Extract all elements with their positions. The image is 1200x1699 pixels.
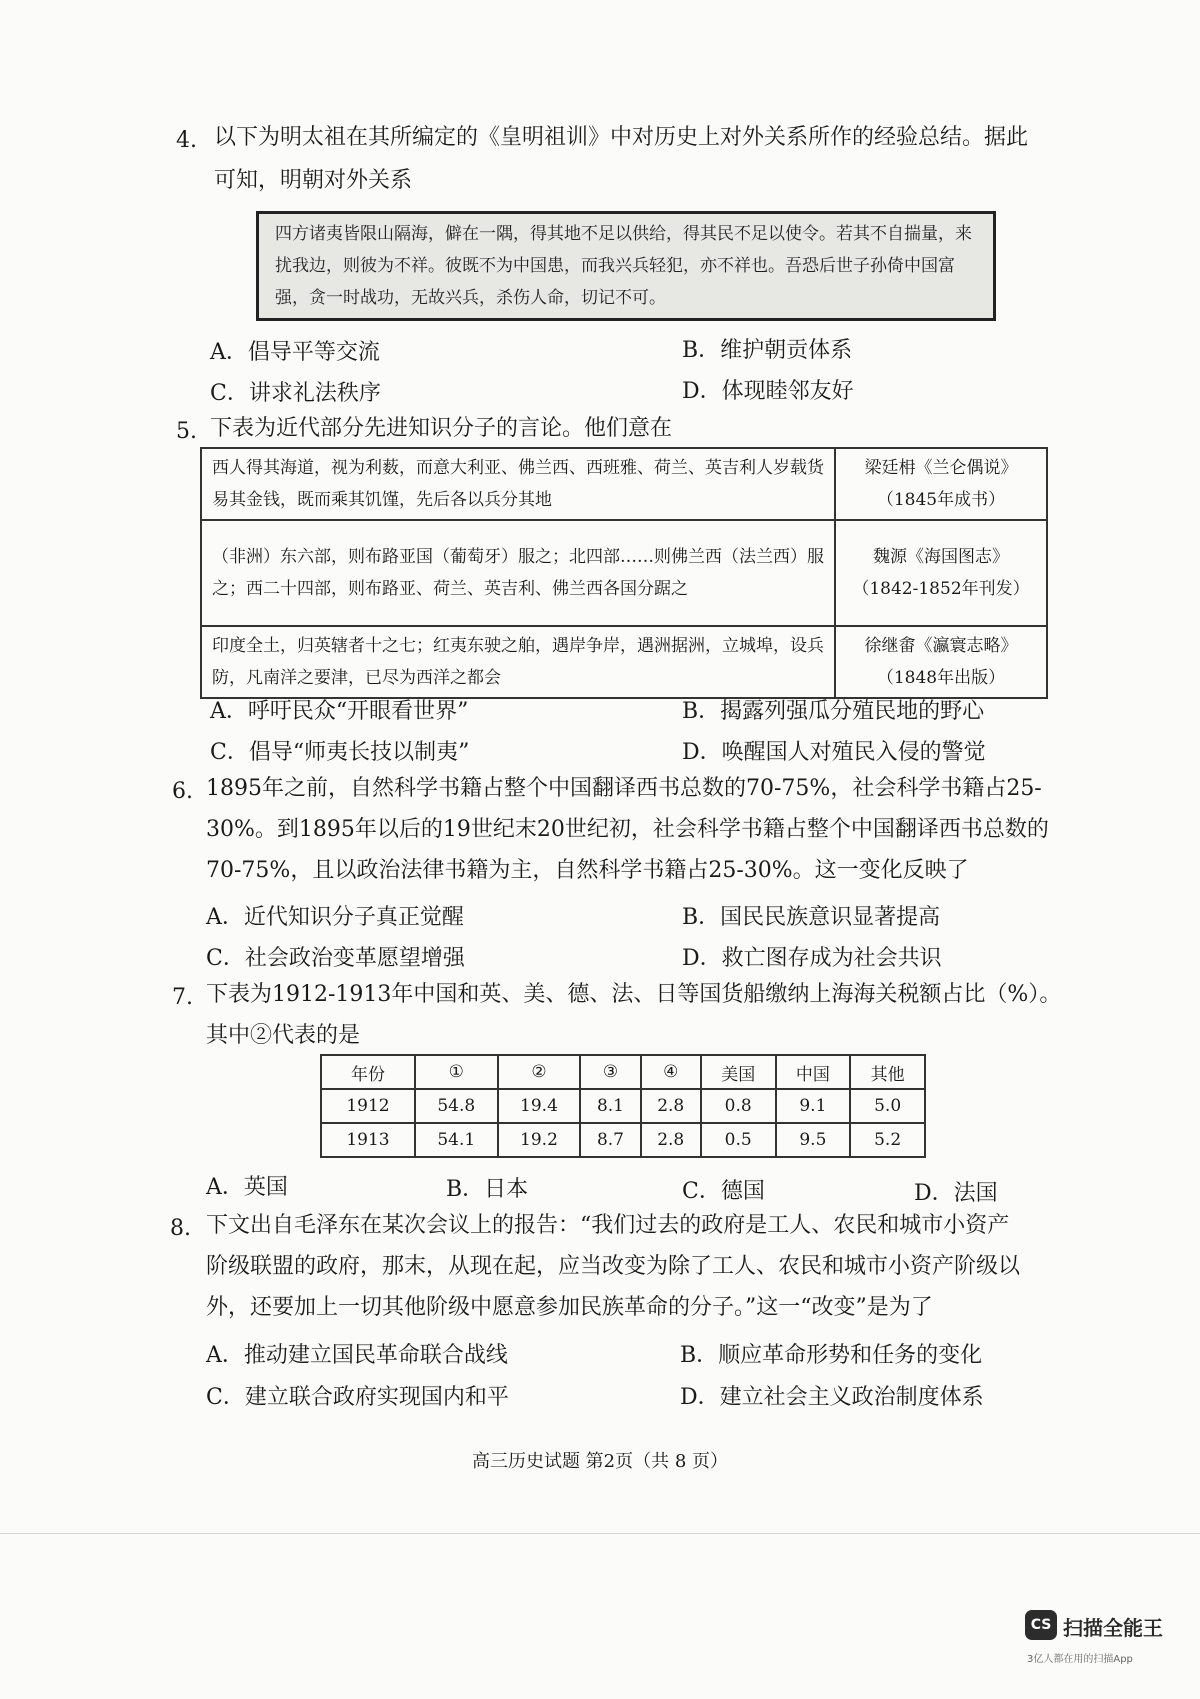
table-row: [201, 520, 1047, 626]
q6-option-d[interactable]: D．救亡图存成为社会共识: [682, 946, 942, 971]
q5-number: 5.: [176, 419, 197, 444]
source-title: 魏源《海国图志》: [873, 547, 1009, 567]
table-cell: 19.2: [498, 1123, 581, 1157]
q8-stem-line2: 阶级联盟的政府，那末，从现在起，应当改变为除了工人、农民和城市小资产阶级以: [206, 1254, 1021, 1279]
q8-stem-line3: 外，还要加上一切其他阶级中愿意参加民族革命的分子。”这一“改变”是为了: [206, 1295, 933, 1320]
table-cell-source: [835, 448, 1047, 520]
table-header-cell: ③: [580, 1055, 640, 1089]
q5-option-c[interactable]: C．倡导“师夷长技以制夷”: [210, 740, 470, 765]
q4-stem-line1: 以下为明太祖在其所编定的《皇明祖训》中对历史上对外关系所作的经验总结。据此: [214, 125, 1029, 150]
q6-option-b[interactable]: B．国民民族意识显著提高: [682, 905, 941, 930]
q5-option-b[interactable]: B．揭露列强瓜分殖民地的野心: [682, 699, 985, 724]
q7-stem-line2: 其中②代表的是: [206, 1023, 361, 1048]
table-cell: 9.1: [776, 1089, 851, 1123]
table-row: [321, 1123, 925, 1157]
q8-stem-line1: 下文出自毛泽东在某次会议上的报告：“我们过去的政府是工人、农民和城市小资产: [206, 1213, 1010, 1238]
table-row: [321, 1089, 925, 1123]
table-header-cell: 年份: [321, 1055, 415, 1089]
q8-option-c[interactable]: C．建立联合政府实现国内和平: [206, 1385, 509, 1410]
q6-stem-line2: 30%。到1895年以后的19世纪末20世纪初，社会科学书籍占整个中国翻译西书总数的: [206, 817, 1049, 842]
q4-option-c[interactable]: C．讲求礼法秩序: [210, 381, 381, 406]
table-cell: 0.5: [701, 1123, 776, 1157]
table-cell: 54.8: [415, 1089, 498, 1123]
table-cell: 5.2: [850, 1123, 925, 1157]
q7-option-c[interactable]: C．德国: [682, 1179, 765, 1204]
source-title: 徐继畬《瀛寰志略》: [864, 636, 1018, 656]
q6-stem-line1: 1895年之前，自然科学书籍占整个中国翻译西书总数的70-75%，社会科学书籍占25-: [206, 776, 1042, 801]
q8-option-a[interactable]: A．推动建立国民革命联合战线: [206, 1343, 508, 1368]
table-header-cell: ②: [498, 1055, 581, 1089]
q4-option-d[interactable]: D．体现睦邻友好: [682, 379, 854, 404]
q6-stem-line3: 70-75%，且以政治法律书籍为主，自然科学书籍占25-30%。这一变化反映了: [206, 858, 969, 883]
table-cell: 2.8: [641, 1123, 701, 1157]
table-cell: 0.8: [701, 1089, 776, 1123]
table-cell: 1912: [321, 1089, 415, 1123]
q4-option-b[interactable]: B．维护朝贡体系: [682, 338, 853, 363]
table-cell: 5.0: [850, 1089, 925, 1123]
table-cell: 8.7: [580, 1123, 640, 1157]
table-cell: 54.1: [415, 1123, 498, 1157]
watermark-subtitle: 3亿人都在用的扫描App: [1027, 1654, 1133, 1665]
page-footer: 高三历史试题 第2页（共 8 页）: [471, 1451, 729, 1472]
table-cell: 1913: [321, 1123, 415, 1157]
table-header-cell: ①: [415, 1055, 498, 1089]
q6-number: 6.: [172, 779, 193, 804]
q7-option-b[interactable]: B．日本: [446, 1177, 529, 1202]
table-cell-quote: 西人得其海道，视为利薮，而意大利亚、佛兰西、西班雅、荷兰、英吉利人岁载货易其金钱，既而乘其饥馑，先后各以兵分其地: [201, 448, 835, 520]
q7-number: 7.: [172, 985, 193, 1010]
table-cell-source: [835, 626, 1047, 698]
q7-stem-line1: 下表为1912-1913年中国和英、美、德、法、日等国货船缴纳上海海关税额占比（%）。: [206, 982, 1062, 1007]
q5-option-a[interactable]: A．呼吁民众“开眼看世界”: [210, 699, 469, 724]
table-cell: 19.4: [498, 1089, 581, 1123]
q4-quote-box: 四方诸夷皆限山隔海，僻在一隅，得其地不足以供给，得其民不足以使令。若其不自揣量，来扰我边，则彼为不祥。彼既不为中国患，而我兴兵轻犯，亦不祥也。吾恐后世子孙倚中国富强，贪一时战功，无故兴兵，杀伤人命，切记不可。: [256, 211, 996, 321]
table-cell-source: [835, 520, 1047, 626]
watermark-title: 扫描全能王: [1063, 1616, 1163, 1640]
source-date: （1842-1852年刊发）: [852, 579, 1030, 599]
table-cell-quote: （非洲）东六部，则布路亚国（葡萄牙）服之；北四部……则佛兰西（法兰西）服之；西二十四部，则布路亚、荷兰、英吉利、佛兰西各国分踞之: [201, 520, 835, 626]
table-header-cell: ④: [641, 1055, 701, 1089]
table-header-row: [321, 1055, 925, 1089]
source-date: （1848年出版）: [876, 668, 1006, 688]
q5-option-d[interactable]: D．唤醒国人对殖民入侵的警觉: [682, 740, 986, 765]
q5-stem: 下表为近代部分先进知识分子的言论。他们意在: [210, 416, 673, 441]
table-header-cell: 美国: [701, 1055, 776, 1089]
q7-tariff-table: [320, 1054, 926, 1158]
q8-option-b[interactable]: B．顺应革命形势和任务的变化: [680, 1343, 983, 1368]
table-row: [201, 448, 1047, 520]
q4-stem-line2: 可知，明朝对外关系: [214, 168, 413, 193]
q4-option-a[interactable]: A．倡导平等交流: [210, 340, 380, 365]
source-date: （1845年成书）: [876, 490, 1006, 510]
table-cell: 9.5: [776, 1123, 851, 1157]
table-cell: 2.8: [641, 1089, 701, 1123]
scan-edge-divider: [0, 1533, 1200, 1534]
table-cell-quote: 印度全土，归英辖者十之七；红夷东驶之舶，遇岸争岸，遇洲据洲，立城埠，设兵防，凡南洋之要津，已尽为西洋之都会: [201, 626, 835, 698]
table-cell: 8.1: [580, 1089, 640, 1123]
table-header-cell: 其他: [850, 1055, 925, 1089]
q8-option-d[interactable]: D．建立社会主义政治制度体系: [680, 1385, 984, 1410]
camscanner-logo-icon: CS: [1025, 1610, 1057, 1640]
table-header-cell: 中国: [776, 1055, 851, 1089]
q8-number: 8.: [170, 1216, 191, 1241]
q6-option-a[interactable]: A．近代知识分子真正觉醒: [206, 905, 464, 930]
table-row: [201, 626, 1047, 698]
q6-option-c[interactable]: C．社会政治变革愿望增强: [206, 946, 465, 971]
q7-option-d[interactable]: D．法国: [914, 1181, 998, 1206]
q5-quotes-table: [200, 447, 1048, 699]
q4-number: 4.: [176, 128, 197, 153]
q7-option-a[interactable]: A．英国: [206, 1175, 288, 1200]
source-title: 梁廷枏《兰仑偶说》: [864, 458, 1018, 478]
